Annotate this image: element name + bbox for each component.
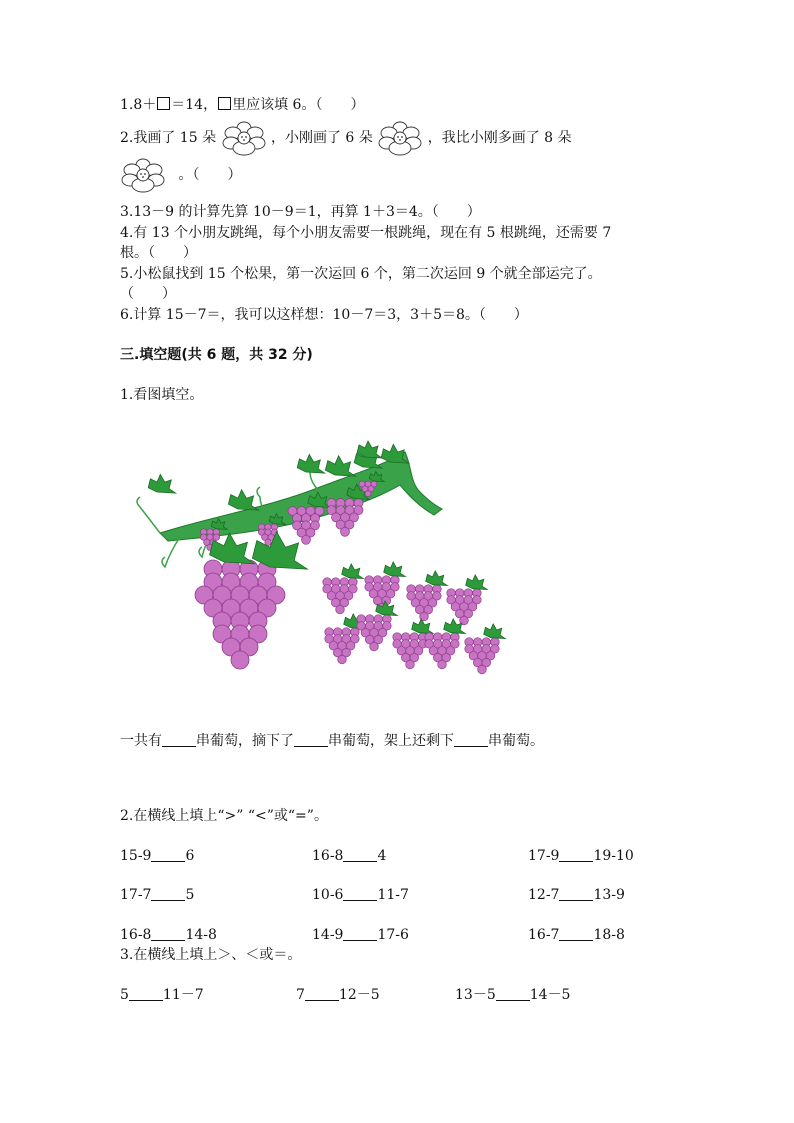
judgement-q4: 4.有 13 个小朋友跳绳，每个小朋友需要一根跳绳，现在有 5 根跳绳，还需要 7 — [120, 225, 612, 241]
section-heading: 三.填空题(共 6 题，共 32 分) — [120, 347, 313, 363]
compare-item: 5 11－7 — [120, 987, 204, 1003]
fill-q3-title: 3.在横线上填上＞、＜或＝。 — [120, 947, 302, 963]
compare-item: 16-8 4 — [312, 848, 387, 864]
compare-item: 15-9 6 — [120, 848, 195, 864]
judgement-q3: 3.13－9 的计算先算 10－9＝1，再算 1＋3＝4。（ ） — [120, 204, 481, 220]
answer-blank[interactable] — [454, 732, 488, 747]
compare-item: 17-9 19-10 — [528, 848, 634, 864]
compare-item: 14-9 17-6 — [312, 927, 409, 943]
grape-berry — [406, 660, 415, 669]
answer-blank[interactable] — [294, 732, 328, 747]
grape-berry — [438, 660, 447, 669]
flower-icon — [120, 156, 166, 194]
grape-berry — [265, 539, 271, 545]
flower-icon — [377, 119, 423, 157]
answer-blank[interactable] — [559, 847, 593, 862]
compare-item: 16-7 18-8 — [528, 927, 625, 943]
answer-blank[interactable] — [151, 926, 185, 941]
answer-blank[interactable] — [129, 986, 163, 1001]
blank-box — [218, 97, 231, 110]
judgement-q5-cont: （ ） — [120, 286, 176, 302]
judgement-q2: 2.我画了 15 朵 ，小刚画了 6 朵 ，我比小刚多画了 8 朵 — [120, 118, 572, 158]
grape-berry — [231, 651, 249, 669]
answer-blank[interactable] — [151, 847, 185, 862]
answer-blank[interactable] — [343, 886, 377, 901]
answer-blank[interactable] — [305, 986, 339, 1001]
judgement-q5: 5.小松鼠找到 15 个松果，第一次运回 6 个，第二次运回 9 个就全部运完了。 — [120, 266, 602, 282]
fill-q2-title: 2.在横线上填上“>” “<”或“=”。 — [120, 808, 328, 824]
grape-berry — [370, 642, 379, 651]
judgement-q6: 6.计算 15－7＝，我可以这样想：10－7＝3，3＋5＝8。（ ） — [120, 307, 528, 323]
grape-berry — [341, 527, 350, 536]
compare-item: 10-6 11-7 — [312, 887, 409, 903]
answer-blank[interactable] — [151, 886, 185, 901]
judgement-q1: 1.8＋ ＝14， 里应该填 6。（ ） — [120, 97, 365, 113]
grape-berry — [338, 655, 347, 664]
blank-box — [157, 97, 170, 110]
grapes-picture — [120, 437, 508, 689]
answer-blank[interactable] — [162, 732, 196, 747]
answer-blank[interactable] — [559, 926, 593, 941]
answer-blank[interactable] — [496, 986, 530, 1001]
answer-blank[interactable] — [343, 847, 377, 862]
compare-item: 16-8 14-8 — [120, 927, 217, 943]
flower-icon — [221, 119, 267, 157]
grape-berry — [302, 535, 311, 544]
fill-q1-title: 1.看图填空。 — [120, 387, 204, 403]
judgement-q2-cont: 。（ ） — [120, 155, 241, 195]
grape-berry — [478, 665, 487, 674]
compare-item: 7 12－5 — [296, 987, 380, 1003]
compare-item: 13－5 14－5 — [455, 987, 571, 1003]
grape-berry — [336, 605, 345, 614]
answer-blank[interactable] — [559, 886, 593, 901]
fill-q1-sentence: 一共有 串葡萄，摘下了 串葡萄，架上还剩下 串葡萄。 — [120, 733, 544, 749]
answer-blank[interactable] — [343, 926, 377, 941]
grape-berry — [365, 491, 371, 497]
compare-item: 12-7 13-9 — [528, 887, 625, 903]
judgement-q4-cont: 根。（ ） — [120, 245, 197, 261]
compare-item: 17-7 5 — [120, 887, 195, 903]
